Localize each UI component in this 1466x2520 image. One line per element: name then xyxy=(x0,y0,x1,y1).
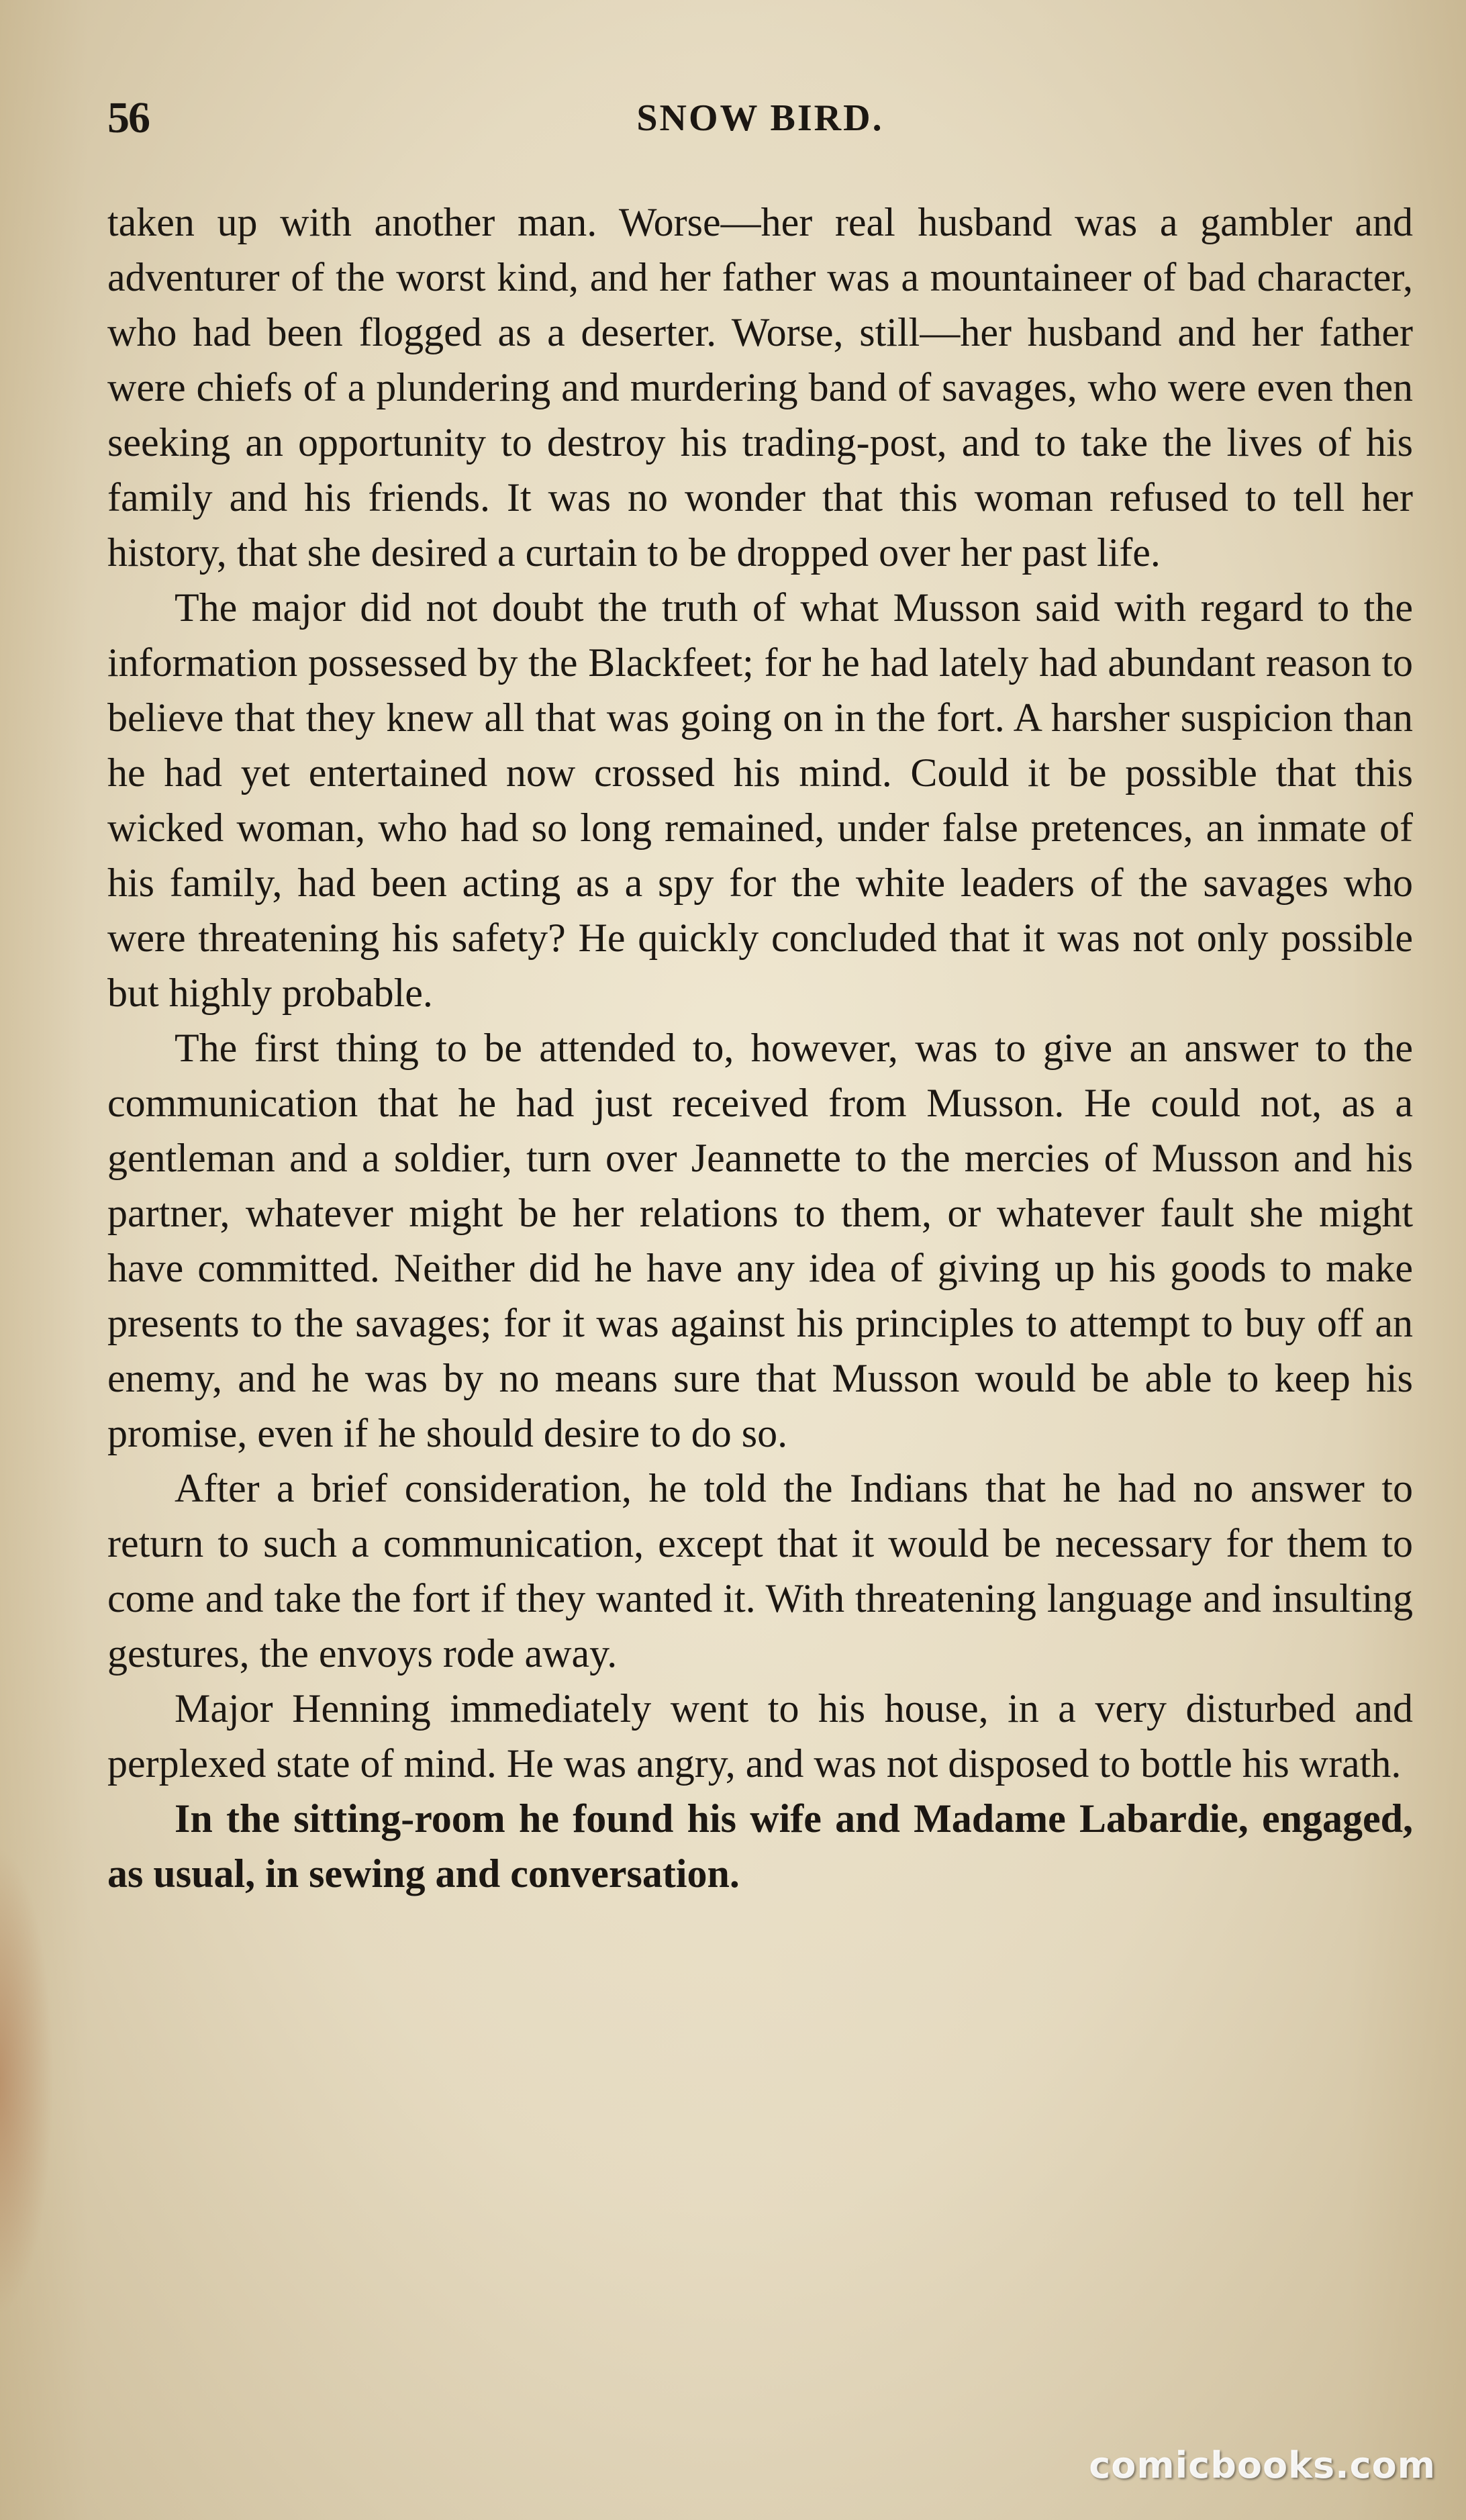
paragraph-5: Major Henning immediately went to his house, in a very disturbed and perplexed state of mind. He was angry, and was not disposed to bottle his wrath. xyxy=(107,1686,1413,1786)
page-number: 56 xyxy=(107,93,149,142)
page-stain xyxy=(0,1846,54,2316)
body-text xyxy=(107,195,1413,1901)
running-head: SNOW BIRD. xyxy=(636,97,884,139)
paragraph-2: The major did not doubt the truth of what Musson said with regard to the information possessed by the Blackfeet; for he had lately had abundant reason to believe that they knew all that was going on in the fort. A harsher suspicion than he had yet entertained now crossed his mind. Could it be possible that this wicked woman, who had so long remained, under false pretences, an inmate of his family, had been acting as a spy for the white leaders of the savages who were threatening his safety? He quickly concluded that it was not only possible but highly probable. xyxy=(107,585,1413,1015)
paragraph-6: In the sitting-room he found his wife and Madame Labardie, engaged, as usual, in sewing and conversation. xyxy=(107,1796,1413,1896)
page-header xyxy=(107,93,1413,153)
paragraph-4: After a brief consideration, he told the Indians that he had no answer to return to such a communication, except that it would be necessary for them to come and take the fort if they wanted it. With threatening language and insulting gestures, the envoys rode away. xyxy=(107,1466,1413,1676)
paragraph-3: The first thing to be attended to, however, was to give an answer to the communication that he had just received from Musson. He could not, as a gentleman and a soldier, turn over Jeannette to the mercies of Musson and his partner, whatever might be her relations to them, or whatever fault she might have committed. Neither did he have any idea of giving up his goods to make presents to the savages; for it was against his principles to attempt to buy off an enemy, and he was by no means sure that Musson would be able to keep his promise, even if he should desire to do so. xyxy=(107,1026,1413,1455)
paragraph-1: taken up with another man. Worse—her real husband was a gambler and adventurer of the worst kind, and her father was a mountaineer of bad character, who had been flogged as a deserter. Worse, still—her husband and her father were chiefs of a plundering and murdering band of savages, who were even then seeking an opportunity to destroy his trading-post, and to take the lives of his family and his friends. It was no wonder that this woman refused to tell her history, that she desired a curtain to be dropped over her past life. xyxy=(107,200,1413,575)
site-watermark: comicbooks.com xyxy=(1089,2444,1436,2486)
